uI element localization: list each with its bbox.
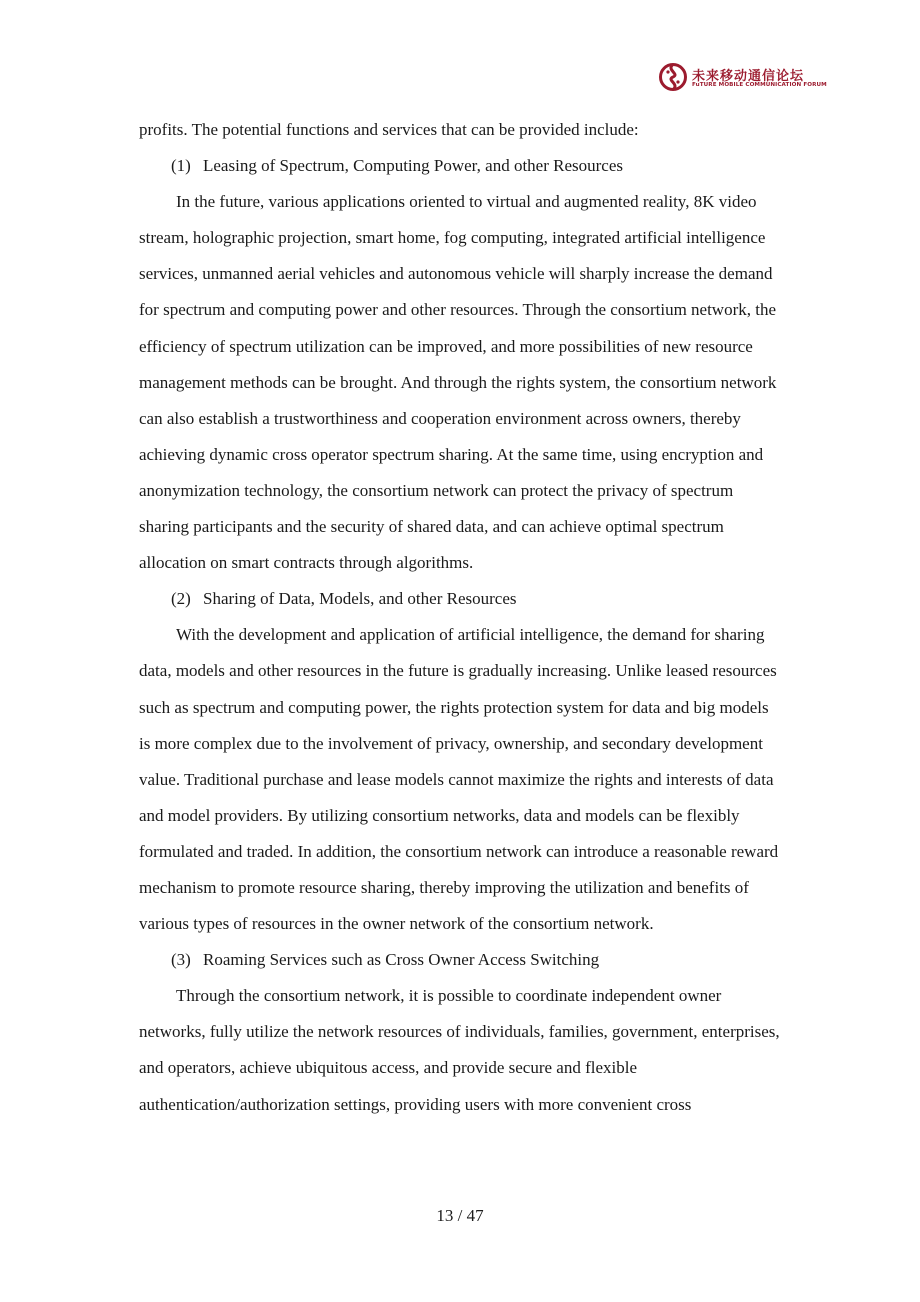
forum-logo [658,62,827,94]
logo-chinese-text: 未来移动通信论坛 [692,69,805,84]
section-heading-text: Roaming Services such as Cross Owner Access Switching [203,950,600,970]
page-number: 13 / 47 [436,1206,484,1225]
section-body-1: In the future, various applications oriented to virtual and augmented reality, 8K video stream, holographic projection, smart home, fog computing, integrated artificial intelligence services, unmanned aerial vehicles and autonomous vehicle will sharply increase the demand for spectrum and computing power and other resources. Through the consortium network, the efficiency of spectrum utilization can be improved, and more possibilities of new resource management methods can be brought. And through the rights system, the consortium network can also establish a trustworthiness and cooperation environment across owners, thereby achieving dynamic cross operator spectrum sharing. At the same time, using encryption and anonymization technology, the consortium network can protect the privacy of spectrum sharing participants and the security of shared data, and can achieve optimal spectrum allocation on smart contracts through algorithms. [139,192,777,573]
section-body-2: With the development and application of artificial intelligence, the demand for sharing data, models and other resources in the future is gradually increasing. Unlike leased resources such as spectrum and computing power, the rights protection system for data and big models is more complex due to the involvement of privacy, ownership, and secondary development value. Traditional purchase and lease models cannot maximize the rights and interests of data and model providers. By utilizing consortium networks, data and models can be flexibly formulated and traded. In addition, the consortium network can introduce a reasonable reward mechanism to promote resource sharing, thereby improving the utilization and benefits of various types of resources in the owner network of the consortium network. [139,625,779,934]
section-number: (1) [171,156,191,176]
main-text [139,112,781,1123]
intro-paragraph: profits. The potential functions and services that can be provided include: [139,120,639,139]
section-heading-2 [139,581,781,617]
section-number: (3) [171,950,191,970]
section-heading-text: Leasing of Spectrum, Computing Power, and other Resources [203,156,623,176]
logo-english-text: FuTURE MOBILE COMMUNICATION FORUM [692,82,827,88]
section-heading-text: Sharing of Data, Models, and other Resources [203,589,517,609]
section-body-3: Through the consortium network, it is possible to coordinate independent owner networks, fully utilize the network resources of individuals, families, government, enterprises, and operators, achieve ubiquitous access, and provide secure and flexible authentication/authorization settings, providing users with more convenient cross [139,986,780,1114]
section-heading-3 [139,942,781,978]
section-number: (2) [171,589,191,609]
swirl-logo-icon [658,62,688,92]
section-heading-1 [139,148,781,184]
